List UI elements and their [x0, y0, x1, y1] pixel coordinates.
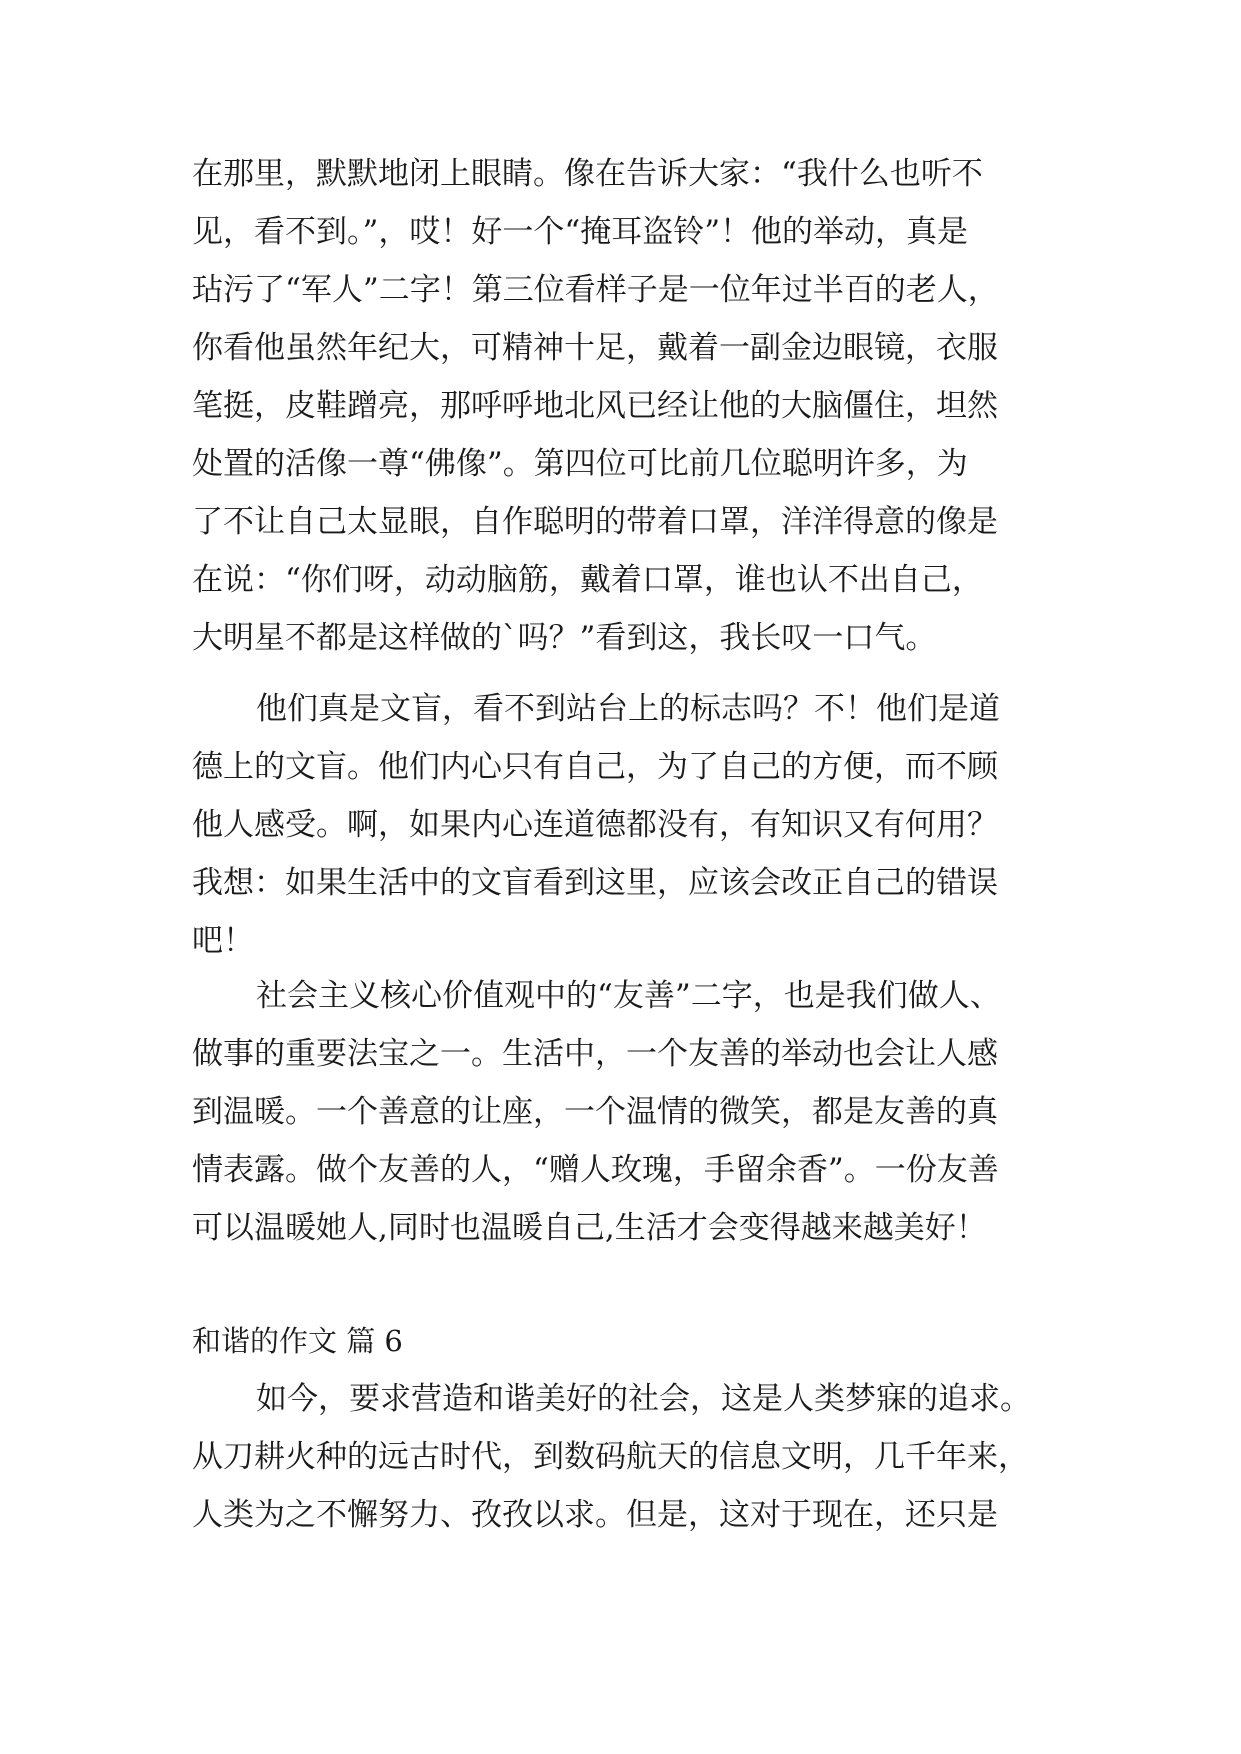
text-line: 做事的重要法宝之一。生活中，一个友善的举动也会让人感 [192, 1036, 998, 1072]
paragraph-moral-illiteracy [192, 680, 1082, 970]
text-line: 他人感受。啊，如果内心连道德都没有，有知识又有何用？ [192, 807, 998, 843]
text-line: 社会主义核心价值观中的“友善”二字，也是我们做人、 [256, 978, 1001, 1014]
text-line: 可以温暖她人,同时也温暖自己,生活才会变得越来越美好！ [192, 1210, 987, 1246]
text-line: 笔挺，皮鞋蹭亮，那呼呼地北风已经让他的大脑僵住，坦然 [192, 388, 998, 424]
text-line: 他们真是文盲，看不到站台上的标志吗？不！他们是道 [256, 691, 1000, 727]
text-line: 吧！ [192, 923, 254, 959]
paragraph-friendliness [192, 967, 1082, 1257]
text-line: 见，看不到。”，哎！好一个“掩耳盗铃”！他的举动，真是 [192, 214, 969, 250]
text-line: 从刀耕火种的远古时代，到数码航天的信息文明，几千年来， [192, 1439, 1029, 1475]
text-line: 了不让自己太显眼，自作聪明的带着口罩，洋洋得意的像是 [192, 504, 998, 540]
text-line: 你看他虽然年纪大，可精神十足，戴着一副金边眼镜，衣服 [192, 330, 998, 366]
text-line: 大明星不都是这样做的`吗？”看到这，我长叹一口气。 [192, 620, 937, 656]
text-line: 我想：如果生活中的文盲看到这里，应该会改正自己的错误 [192, 865, 998, 901]
text-line: 在那里，默默地闭上眼睛。像在告诉大家：“我什么也听不 [192, 156, 983, 192]
text-line: 玷污了“军人”二字！第三位看样子是一位年过半百的老人， [192, 272, 999, 308]
paragraph-continuation [192, 145, 1082, 667]
text-line: 到温暖。一个善意的让座，一个温情的微笑，都是友善的真 [192, 1094, 998, 1130]
text-line: 如今，要求营造和谐美好的社会，这是人类梦寐的追求。 [256, 1381, 1031, 1417]
text-line: 情表露。做个友善的人，“赠人玫瑰，手留余香”。一份友善 [192, 1152, 999, 1188]
paragraph-harmony [192, 1370, 1082, 1544]
text-line: 人类为之不懈努力、孜孜以求。但是，这对于现在，还只是 [192, 1497, 998, 1533]
section-heading: 和谐的作文 篇 6 [192, 1324, 403, 1358]
text-line: 处置的活像一尊“佛像”。第四位可比前几位聪明许多，为 [192, 446, 968, 482]
text-line: 在说：“你们呀，动动脑筋，戴着口罩，谁也认不出自己， [192, 562, 983, 598]
text-line: 德上的文盲。他们内心只有自己，为了自己的方便，而不顾 [192, 749, 998, 785]
